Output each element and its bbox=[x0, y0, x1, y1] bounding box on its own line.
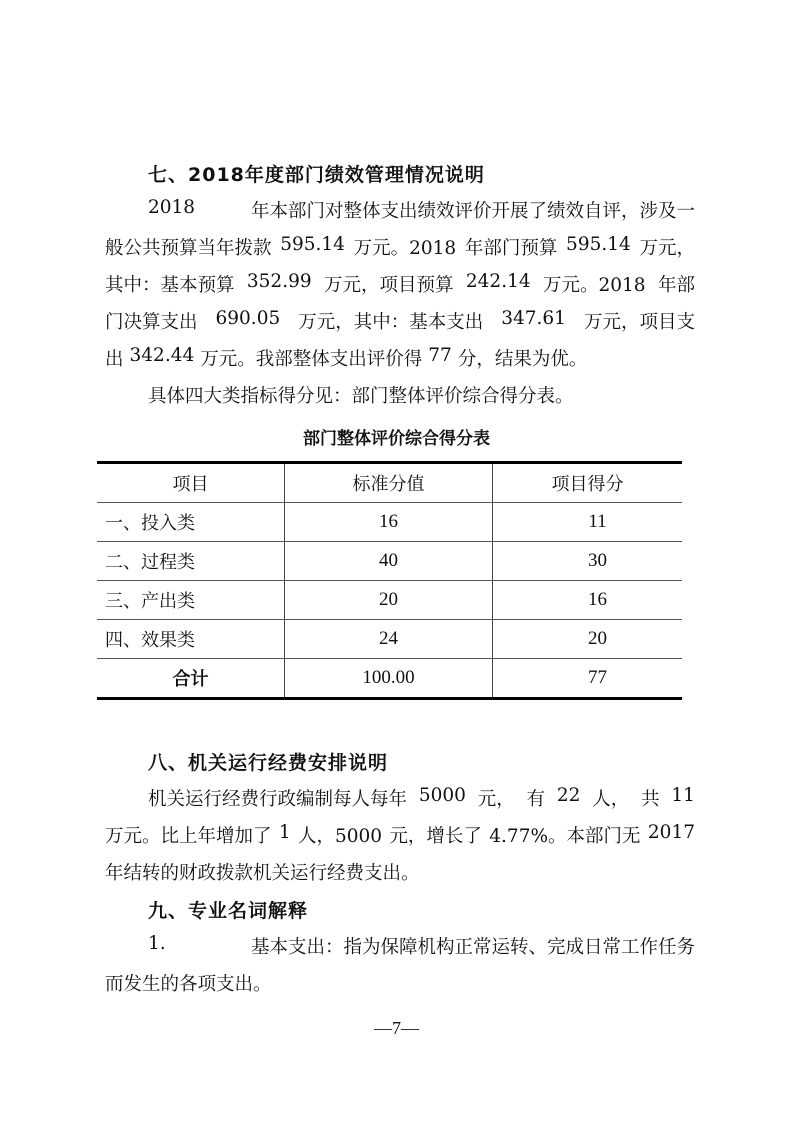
text-span: 万元。我部整体支出评价得 bbox=[200, 349, 423, 370]
cell-item: 一、投入类 bbox=[97, 503, 285, 542]
text-span: 其中：基本预算 bbox=[105, 275, 235, 296]
text-span: 元，增长了 bbox=[389, 826, 482, 847]
text-span: 出 bbox=[105, 349, 124, 370]
text-span: 具体四大类指标得分见：部门整体评价综合得分表。 bbox=[148, 386, 574, 407]
table-row bbox=[97, 620, 682, 659]
text-span: 年结转的财政拨款机关运行经费支出。 bbox=[105, 863, 420, 884]
text-span: 有 bbox=[526, 789, 546, 810]
text-span: 而发生的各项支出。 bbox=[105, 974, 272, 995]
text-span: 352.99 bbox=[246, 271, 312, 292]
cell-item: 二、过程类 bbox=[97, 542, 285, 581]
text-span: 1. bbox=[148, 933, 166, 954]
header-standard: 标准分值 bbox=[285, 463, 493, 503]
text-span: 1 bbox=[278, 822, 291, 843]
cell-standard: 24 bbox=[285, 620, 493, 659]
text-span: 2018 bbox=[148, 197, 196, 218]
text-span: 万元，项目预算 bbox=[324, 275, 454, 296]
cell-total-label: 合计 bbox=[97, 659, 285, 699]
text-span: 万元。2018 bbox=[543, 275, 646, 296]
text-span: 2017 bbox=[647, 822, 695, 843]
table-header-row bbox=[97, 463, 682, 503]
section-9-line-2 bbox=[105, 970, 695, 996]
section-7-line-3 bbox=[105, 271, 695, 297]
cell-standard: 20 bbox=[285, 581, 493, 620]
header-item: 项目 bbox=[97, 463, 285, 503]
text-span: 年本部门对整体支出绩效评价开展了绩效自评，涉及一 bbox=[250, 201, 695, 222]
text-span: 595.14 bbox=[280, 234, 345, 255]
text-span: 万元。2018 bbox=[353, 238, 457, 259]
text-span: 年部门预算 bbox=[464, 238, 558, 259]
text-span: 分，结果为优。 bbox=[457, 349, 588, 370]
text-span: 般公共预算当年拨款 bbox=[105, 238, 272, 259]
table-intro bbox=[148, 382, 695, 408]
cell-standard: 16 bbox=[285, 503, 493, 542]
table-total-row bbox=[97, 659, 682, 699]
score-table bbox=[97, 461, 682, 700]
text-span: 77 bbox=[428, 345, 452, 366]
cell-total-score: 77 bbox=[493, 659, 683, 699]
cell-item: 四、效果类 bbox=[97, 620, 285, 659]
cell-item: 三、产出类 bbox=[97, 581, 285, 620]
table-row bbox=[97, 503, 682, 542]
text-span: 242.14 bbox=[465, 271, 531, 292]
section-8-heading: 八、机关运行经费安排说明 bbox=[148, 752, 389, 774]
page-number: —7— bbox=[374, 1018, 419, 1038]
text-span: 11 bbox=[671, 785, 695, 806]
text-span: 342.44 bbox=[129, 345, 195, 366]
table-title: 部门整体评价综合得分表 bbox=[303, 429, 490, 449]
table-row bbox=[97, 581, 682, 620]
text-span: 5000 bbox=[418, 785, 466, 806]
text-span: 4.77%。本部门无 bbox=[489, 826, 641, 847]
text-span: 人，5000 bbox=[297, 826, 383, 847]
text-span: 共 bbox=[641, 789, 660, 810]
cell-standard: 40 bbox=[285, 542, 493, 581]
text-span: 机关运行经费行政编制每人每年 bbox=[148, 789, 408, 810]
section-7-line-5 bbox=[105, 345, 695, 371]
cell-score: 20 bbox=[493, 620, 683, 659]
section-7-line-2 bbox=[105, 234, 695, 260]
section-7-heading: 七、2018年度部门绩效管理情况说明 bbox=[148, 164, 485, 186]
text-span: 22 bbox=[556, 785, 581, 806]
section-9-line-1 bbox=[148, 933, 695, 959]
section-8-line-2 bbox=[105, 822, 695, 848]
cell-total-standard: 100.00 bbox=[285, 659, 493, 699]
section-9-heading: 九、专业名词解释 bbox=[148, 900, 309, 922]
header-score: 项目得分 bbox=[493, 463, 683, 503]
text-span: 347.61 bbox=[501, 308, 566, 329]
text-span: 元， bbox=[477, 789, 515, 810]
text-span: 595.14 bbox=[566, 234, 631, 255]
text-span: 万元，其中：基本支出 bbox=[298, 312, 484, 333]
text-span: 万元， bbox=[639, 238, 695, 259]
section-7-line-1 bbox=[148, 197, 695, 223]
cell-score: 30 bbox=[493, 542, 683, 581]
section-8-line-1 bbox=[148, 785, 695, 811]
cell-score: 16 bbox=[493, 581, 683, 620]
section-7-line-4 bbox=[105, 308, 695, 334]
cell-score: 11 bbox=[493, 503, 683, 542]
text-span: 年部 bbox=[657, 275, 695, 296]
text-span: 门决算支出 bbox=[105, 312, 198, 333]
text-span: 基本支出：指为保障机构正常运转、完成日常工作任务 bbox=[250, 937, 695, 958]
text-span: 万元。比上年增加了 bbox=[105, 826, 272, 847]
text-span: 万元，项目支 bbox=[583, 312, 695, 333]
table-row bbox=[97, 542, 682, 581]
section-8-line-3 bbox=[105, 859, 695, 885]
text-span: 690.05 bbox=[215, 308, 281, 329]
text-span: 人， bbox=[592, 789, 630, 810]
